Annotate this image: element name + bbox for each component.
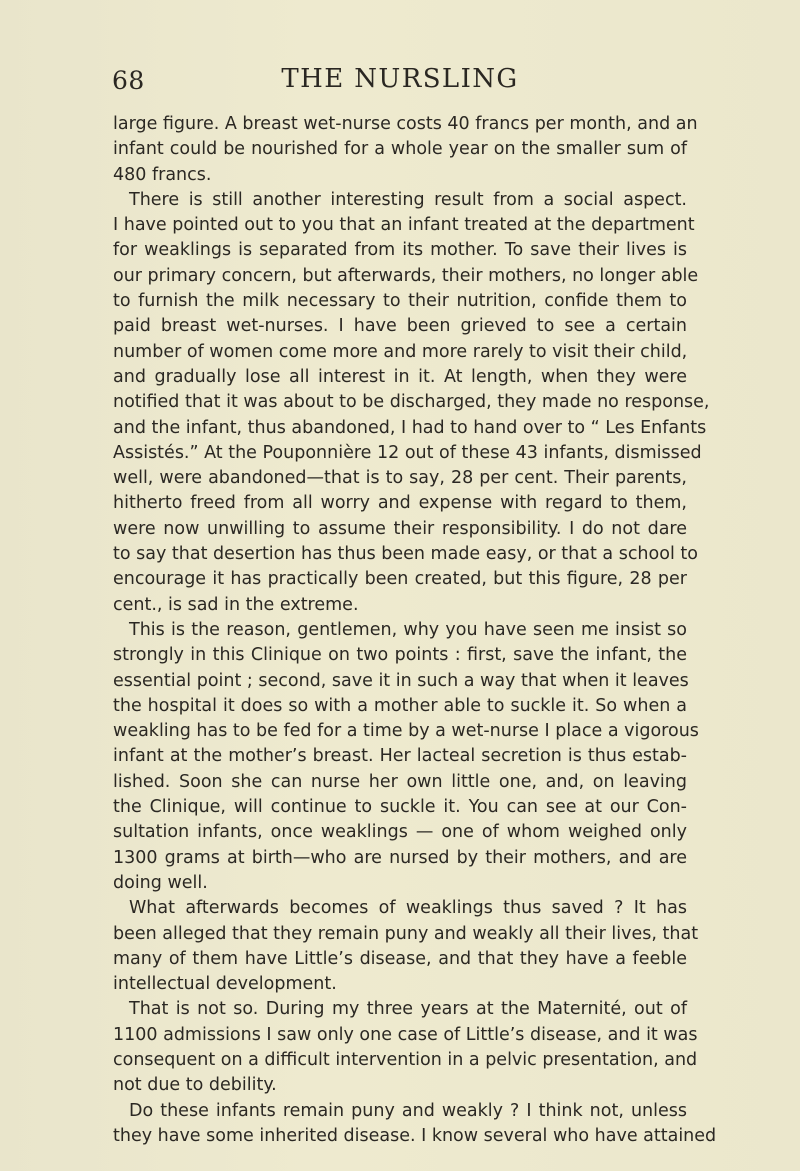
text-line: There is still another interesting result from a social aspect. bbox=[129, 189, 687, 210]
text-line: to furnish the milk necessary to their nutrition, confide them to bbox=[113, 291, 687, 312]
text-line: the Clinique, will continue to suckle it. You can see at our Con- bbox=[113, 797, 687, 818]
text-line: consequent on a difficult intervention in a pelvic presentation, and bbox=[113, 1049, 698, 1070]
text-line: the hospital it does so with a mother able to suckle it. So when a bbox=[113, 695, 687, 716]
page-number: 68 bbox=[112, 66, 145, 95]
text-line: well, were abandoned—that is to say, 28 per cent. Their parents, bbox=[113, 468, 687, 489]
text-line: What afterwards becomes of weaklings thus saved ? It has bbox=[129, 898, 687, 919]
text-line: Assistés.” At the Pouponnière 12 out of these 43 infants, dismissed bbox=[113, 442, 702, 463]
text-line: been alleged that they remain puny and weakly all their lives, that bbox=[113, 923, 699, 944]
text-line: not due to debility. bbox=[113, 1075, 277, 1096]
text-line: notified that it was about to be discharged, they made no response, bbox=[113, 392, 710, 413]
text-line: intellectual development. bbox=[113, 974, 337, 995]
text-line: 1300 grams at birth—who are nursed by their mothers, and are bbox=[113, 847, 687, 868]
text-line: they have some inherited disease. I know several who have attained bbox=[113, 1125, 717, 1146]
text-line: encourage it has practically been created, but this figure, 28 per bbox=[113, 569, 687, 590]
text-line: lished. Soon she can nurse her own little one, and, on leaving bbox=[113, 771, 687, 792]
text-line: strongly in this Clinique on two points : first, save the infant, the bbox=[113, 645, 687, 666]
text-line: weakling has to be fed for a time by a wet-nurse I place a vigorous bbox=[113, 721, 699, 742]
text-line: and gradually lose all interest in it. At length, when they were bbox=[113, 366, 687, 387]
text-line: 480 francs. bbox=[113, 164, 212, 185]
text-line: infant could be nourished for a whole year on the smaller sum of bbox=[113, 139, 687, 160]
body-text bbox=[113, 112, 717, 1149]
text-line: This is the reason, gentlemen, why you have seen me insist so bbox=[129, 619, 687, 640]
text-line: 1100 admissions I saw only one case of Little’s disease, and it was bbox=[113, 1024, 698, 1045]
text-line: cent., is sad in the extreme. bbox=[113, 594, 359, 615]
running-head: THE NURSLING bbox=[281, 64, 519, 94]
text-line: many of them have Little’s disease, and that they have a feeble bbox=[113, 948, 687, 969]
text-line: I have pointed out to you that an infant treated at the department bbox=[113, 215, 695, 236]
text-line: number of women come more and more rarely to visit their child, bbox=[113, 341, 688, 362]
text-line: hitherto freed from all worry and expense with regard to them, bbox=[113, 493, 687, 514]
text-line: to say that desertion has thus been made easy, or that a school to bbox=[113, 544, 698, 565]
text-line: for weaklings is separated from its mother. To save their lives is bbox=[113, 240, 687, 261]
text-line: Do these infants remain puny and weakly ? I think not, unless bbox=[129, 1100, 687, 1121]
text-line: doing well. bbox=[113, 872, 208, 893]
text-line: paid breast wet-nurses. I have been grieved to see a certain bbox=[113, 316, 687, 337]
page-header bbox=[0, 62, 800, 102]
text-line: large figure. A breast wet-nurse costs 40 francs per month, and an bbox=[113, 114, 698, 134]
text-line: were now unwilling to assume their responsibility. I do not dare bbox=[113, 518, 687, 539]
text-line: our primary concern, but afterwards, their mothers, no longer able bbox=[113, 265, 699, 286]
text-line: infant at the mother’s breast. Her lacteal secretion is thus estab- bbox=[113, 746, 687, 767]
text-line: and the infant, thus abandoned, I had to hand over to “ Les Enfants bbox=[113, 417, 707, 438]
text-line: sultation infants, once weaklings — one of whom weighed only bbox=[113, 822, 687, 843]
text-line: essential point ; second, save it in such a way that when it leaves bbox=[113, 670, 689, 691]
text-line: That is not so. During my three years at the Maternité, out of bbox=[129, 999, 687, 1020]
